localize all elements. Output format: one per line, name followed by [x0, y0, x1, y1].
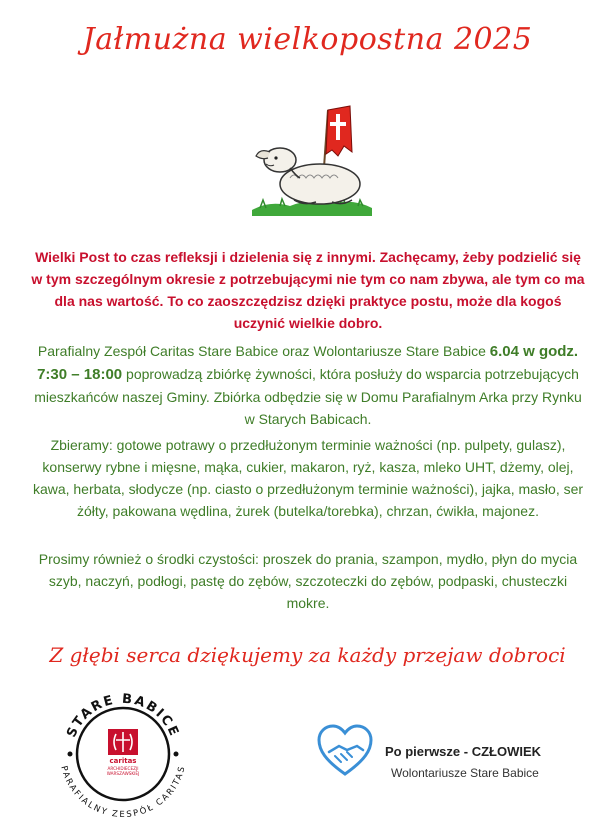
intro-text: Wielki Post to czas refleksji i dzielenia się z innymi. Zachęcamy, żeby podzielić się w tym szczególnym okresie z potrzebującymi nie tym co nam zbywa, ale tym co ma dla nas wartość. To co zaoszczędzisz dzięki praktyce postu, może dla kogoś uczynić wielkie dobro. — [31, 249, 585, 331]
cleaning-products-request: Prosimy również o środki czystości: proszek do prania, szampon, mydło, płyn do mycia szyb, naczyń, podłogi, pastę do zębów, szczoteczki do zębów, podpaski, chusteczki mokre. — [38, 551, 578, 611]
logo-arc-top-text: STARE BABICE — [64, 691, 182, 740]
thank-you-message: Z głębi serca dziękujemy za każdy przejaw dobroci — [49, 643, 566, 667]
page-title: Jałmużna wielkopostna 2025 — [82, 22, 533, 57]
announcement-text-start: Parafialny Zespół Caritas Stare Babice oraz Wolontariusze Stare Babice — [37, 343, 490, 359]
caritas-line1: ARCHIDIECEZJI — [107, 766, 139, 771]
caritas-line2: WARSZAWSKIEJ — [106, 771, 140, 776]
volunteers-logo — [315, 718, 605, 790]
caritas-brand-text: caritas — [109, 757, 137, 765]
volunteers-subtitle: Wolontariusze Stare Babice — [391, 766, 539, 780]
caritas-parish-logo — [58, 684, 188, 824]
collected-items-list: Zbieramy: gotowe potrawy o przedłużonym terminie ważności (np. pulpety, gulasz), konserwy rybne i mięsne, mąka, cukier, makaron, ryż, kasza, mleko UHT, dżemy, olej, kawa, herbata, słodycze (np. ciasto o przedłużonym terminie ważności), jajka, masło, ser żółty, pakowana wędlina, żurek (butelka/torebka), chrzan, ćwikła, majonez. — [32, 437, 584, 519]
volunteers-title: Po pierwsze - CZŁOWIEK — [385, 744, 542, 759]
lamb-with-banner-image — [240, 92, 380, 222]
heart-handshake-icon — [315, 722, 375, 780]
announcement-text-end: poprowadzą zbiórkę żywności, która posłuży do wsparcia potrzebujących mieszkańców naszej Gminy. Zbiórka odbędzie się w Domu Parafialnym Arka przy Rynku w Starych Babicach. — [34, 366, 582, 427]
collection-announcement — [28, 340, 588, 430]
collection-date-time: 6.04 w godz. 7:30 – 18:00 — [37, 343, 579, 383]
logo-arc-bottom-text: PARAFIALNY ZESPÓŁ CARITAS — [58, 764, 188, 821]
